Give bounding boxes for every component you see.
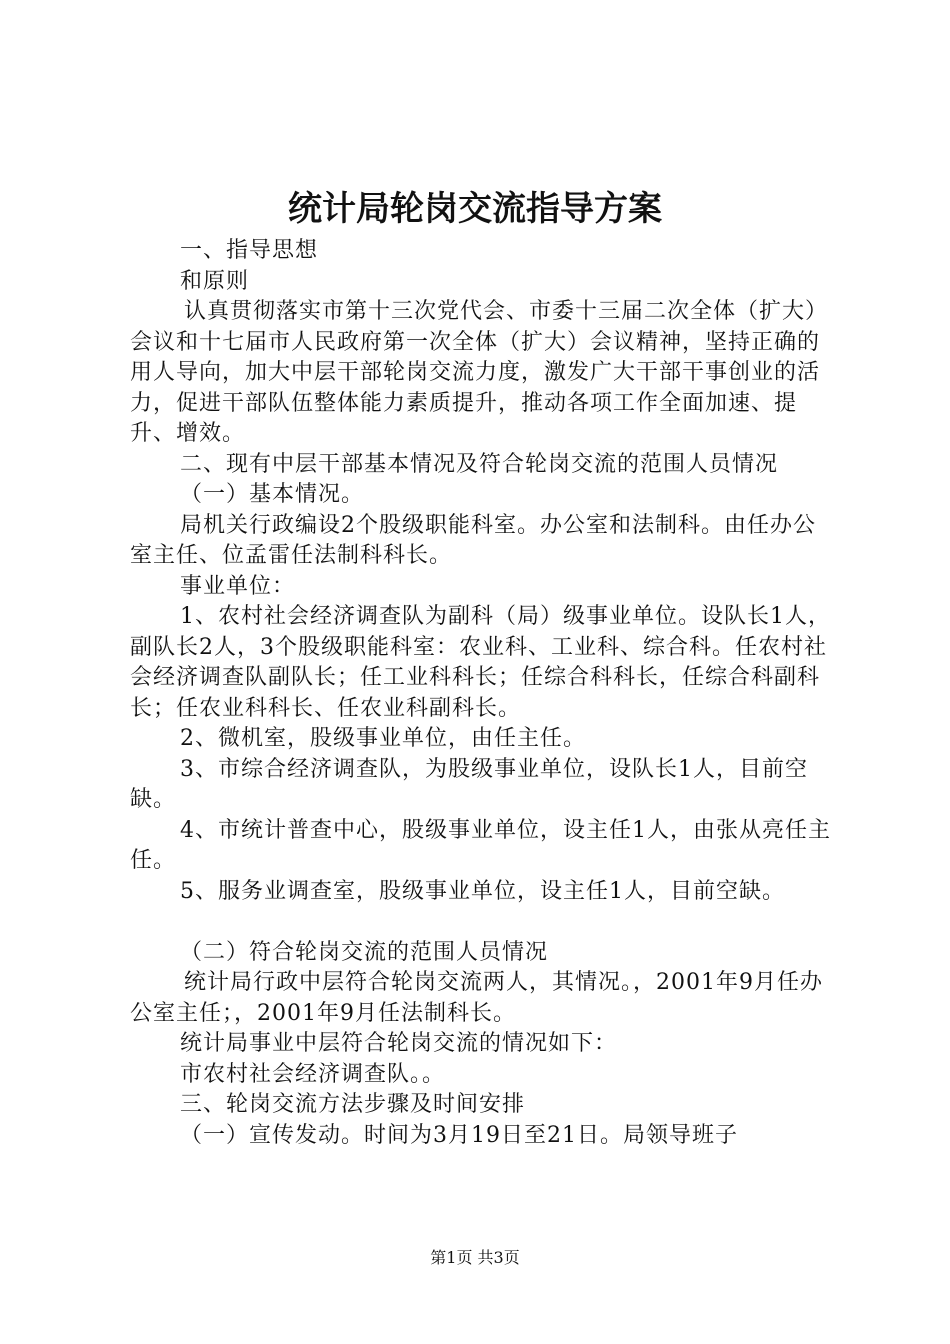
list-item: 5、服务业调查室，股级事业单位，设主任1人，目前空缺。 <box>180 878 785 904</box>
page-number-footer: 第1页 共3页 <box>430 1248 520 1267</box>
body-paragraph: 统计局行政中层符合轮岗交流两人，其情况。，2001年9月任办公室主任；，2001年9月任法制科长。 <box>130 970 823 1026</box>
document-body <box>130 236 832 1151</box>
body-paragraph: 局机关行政编设2个股级职能科室。办公室和法制科。由任办公室主任、位孟雷任法制科科长。 <box>130 512 816 568</box>
section-heading-continuation: 和原则 <box>180 268 250 294</box>
body-paragraph: 事业单位： <box>180 573 296 599</box>
document-title: 统计局轮岗交流指导方案 <box>288 189 662 229</box>
subsection-heading: （二）符合轮岗交流的范围人员情况 <box>180 939 549 965</box>
body-paragraph: 统计局事业中层符合轮岗交流的情况如下： <box>180 1031 618 1056</box>
section-heading: 二、现有中层干部基本情况及符合轮岗交流的范围人员情况 <box>180 451 779 477</box>
section-heading: 三、轮岗交流方法步骤及时间安排 <box>180 1092 526 1117</box>
list-item: 4、市统计普查中心，股级事业单位，设主任1人，由张从亮任主任。 <box>130 817 831 873</box>
body-paragraph: 市农村社会经济调查队。。 <box>180 1061 446 1087</box>
subsection-heading: （一）宣传发动。时间为3月19日至21日。局领导班子 <box>180 1122 738 1148</box>
list-item: 1、农村社会经济调查队为副科（局）级事业单位。设队长1人，副队长2人，3个股级职能科室：农业科、工业科、综合科。任农村社会经济调查队副队长；任工业科科长；任综合科科长，任综合科副科长；任农业科科长、任农业科副科长。 <box>130 604 831 721</box>
body-paragraph: 认真贯彻落实市第十三次党代会、市委十三届二次全体（扩大）会议和十七届市人民政府第一次全体（扩大）会议精神，坚持正确的用人导向，加大中层干部轮岗交流力度，激发广大干部干事创业的活力，促进干部队伍整体能力素质提升，推动各项工作全面加速、提升、增效。 <box>130 299 829 446</box>
paragraph-spacer <box>130 907 832 938</box>
list-item: 2、微机室，股级事业单位，由任主任。 <box>180 726 586 751</box>
section-heading: 一、指导思想 <box>180 238 319 263</box>
subsection-heading: （一）基本情况。 <box>180 482 365 507</box>
list-item: 3、市综合经济调查队，为股级事业单位，设队长1人，目前空缺。 <box>130 756 808 812</box>
